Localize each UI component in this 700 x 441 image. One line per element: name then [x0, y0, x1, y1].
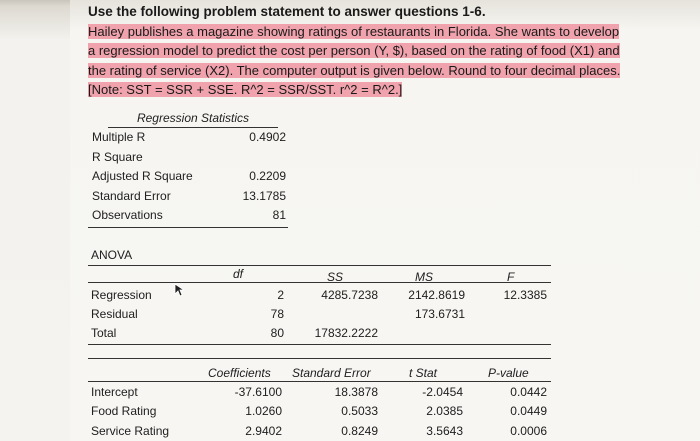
coef-header-t-stat: t Stat [409, 366, 438, 380]
anova-header-ms: MS [415, 270, 433, 284]
stat-value: 13.1785 [242, 188, 286, 203]
coef-value: -37.6100 [234, 385, 282, 399]
coef-t-stat: -2.0454 [422, 385, 463, 399]
stat-value: 81 [272, 208, 286, 222]
table-rule [88, 227, 288, 228]
problem-line-3: the rating of service (X2). The computer output is given below. Round to four decimal places. [88, 62, 621, 78]
table-rule [88, 381, 551, 382]
stat-label: Adjusted R Square [92, 169, 193, 183]
coef-header-coefficients: Coefficients [208, 366, 271, 380]
problem-line-2: a regression model to predict the cost per person (Y, $), based on the rating of food (X1) and [88, 43, 620, 58]
coef-p-value: 0.0449 [510, 404, 547, 418]
table-row [88, 187, 288, 207]
coef-term: Service Rating [91, 424, 170, 438]
coef-term: Intercept [91, 385, 138, 399]
problem-heading: Use the following problem statement to answer questions 1-6. [88, 4, 486, 19]
anova-ms: 2142.8619 [408, 288, 465, 302]
coef-standard-error: 0.8249 [341, 424, 378, 438]
table-rule [88, 344, 551, 345]
anova-title: ANOVA [91, 248, 133, 262]
stat-label: R Square [92, 149, 143, 164]
anova-header-df: df [233, 267, 244, 281]
regression-statistics-title: Regression Statistics [108, 111, 278, 128]
table-row [88, 148, 288, 168]
anova-ms: 173.6731 [414, 307, 465, 321]
coef-value: 1.0260 [245, 404, 282, 418]
regression-statistics-table [88, 111, 288, 228]
stat-label: Observations [92, 208, 163, 222]
problem-line-1: Hailey publishes a magazine showing ratings of restaurants in Florida. She wants to develop [88, 23, 620, 39]
coef-t-stat: 3.5643 [426, 424, 463, 438]
coef-header-standard-error: Standard Error [292, 366, 371, 380]
stat-label: Standard Error [92, 188, 171, 203]
table-row [88, 128, 288, 148]
coef-term: Food Rating [91, 404, 157, 418]
anova-header-f: F [507, 270, 515, 284]
stat-value [222, 148, 286, 168]
anova-source: Total [91, 326, 117, 340]
anova-ss: 17832.2222 [314, 326, 378, 340]
coef-p-value: 0.0442 [510, 385, 547, 399]
problem-statement [88, 2, 648, 100]
stat-value: 0.4902 [249, 130, 286, 144]
coef-header-p-value: P-value [488, 366, 529, 380]
anova-df: 80 [270, 326, 284, 340]
coef-t-stat: 2.0385 [426, 404, 463, 418]
coef-p-value: 0.0006 [510, 424, 547, 438]
anova-df: 78 [270, 307, 284, 321]
anova-ss: 4285.7238 [321, 288, 378, 302]
table-rule [88, 282, 551, 283]
anova-header-ss: SS [327, 270, 344, 284]
anova-source: Regression [91, 288, 152, 302]
mouse-cursor-icon [174, 283, 186, 297]
coef-value: 2.9402 [245, 424, 282, 438]
coef-standard-error: 18.3878 [334, 385, 378, 399]
table-rule [88, 358, 551, 359]
anova-f: 12.3385 [503, 288, 547, 302]
problem-line-4: [Note: SST = SSR + SSE. R^2 = SSR/SST. r^2 = R^2.] [88, 82, 403, 97]
anova-df: 2 [277, 288, 284, 302]
table-row [88, 206, 288, 226]
stat-value: 0.2209 [249, 169, 286, 183]
table-rule [88, 265, 551, 266]
anova-source: Residual [91, 307, 138, 321]
stat-label: Multiple R [92, 130, 146, 144]
coef-standard-error: 0.5033 [341, 404, 378, 418]
table-row [88, 167, 288, 187]
